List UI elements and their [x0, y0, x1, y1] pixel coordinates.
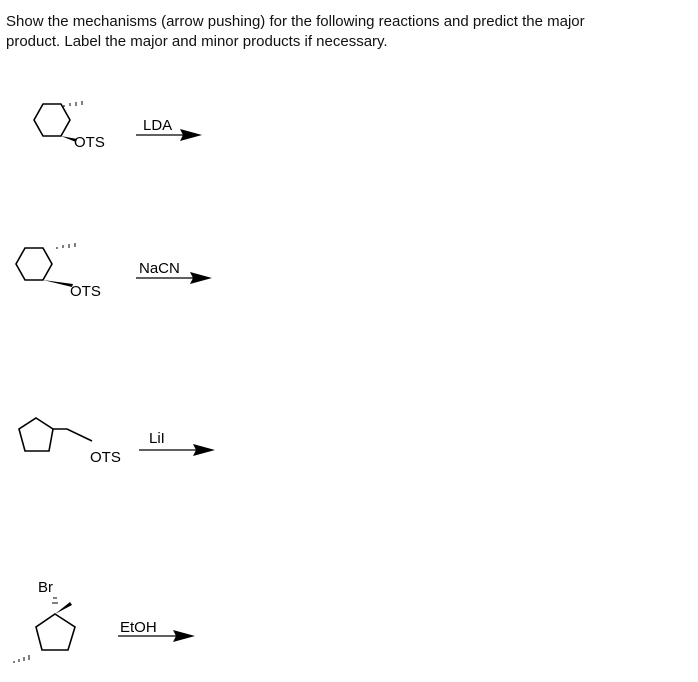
arrowhead-3: [193, 444, 215, 456]
reaction-3: [19, 418, 215, 466]
hashed-bond-4a: [52, 598, 58, 603]
cyclopentane-ring-4: [36, 614, 75, 650]
substituent-label-1: OTS: [74, 134, 105, 151]
reaction-2: [16, 243, 212, 300]
reagent-label-1: LDA: [143, 117, 173, 134]
reaction-4: [14, 579, 195, 663]
arrowhead-4: [173, 630, 195, 642]
wedge-bond-2: [43, 280, 73, 287]
reaction-1: [34, 101, 202, 151]
cyclohexane-ring-1: [34, 104, 70, 136]
hashed-bond-2: [57, 243, 75, 249]
substituent-label-3: OTS: [90, 449, 121, 466]
substituent-label-2: OTS: [70, 283, 101, 300]
hashed-bond-1: [64, 101, 82, 107]
cyclohexane-ring-2: [16, 248, 52, 280]
question-text: Show the mechanisms (arrow pushing) for the following reactions and predict the major product. Label the major and minor products if necessary.: [6, 13, 585, 50]
cyclopentane-ring-3: [19, 418, 92, 451]
substituent-label-4: Br: [38, 579, 53, 596]
hashed-bond-4b: [14, 655, 29, 663]
reagent-label-4: EtOH: [120, 619, 157, 636]
reagent-label-2: NaCN: [139, 260, 180, 277]
arrowhead-2: [190, 272, 212, 284]
wedge-bond-4: [55, 602, 72, 614]
arrowhead-1: [180, 129, 202, 141]
reagent-label-3: LiI: [149, 430, 165, 447]
